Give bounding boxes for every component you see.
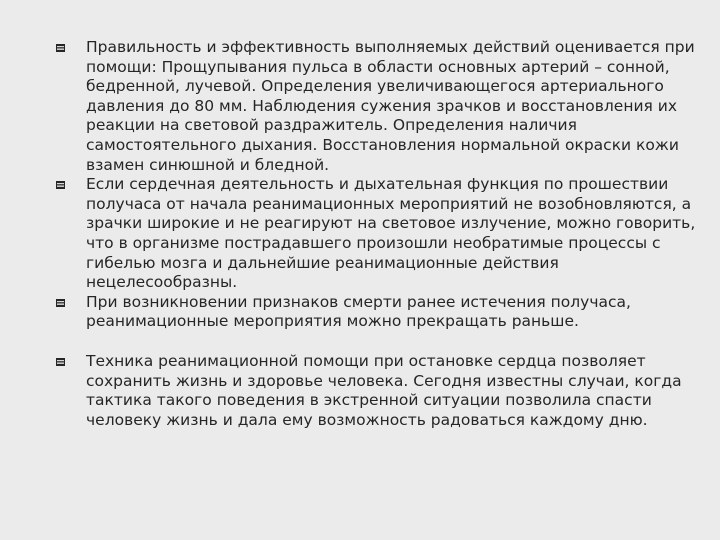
bullet-list	[56, 38, 696, 430]
square-bullet-icon	[56, 44, 65, 52]
square-bullet-icon	[56, 181, 65, 189]
square-bullet-icon	[56, 358, 65, 366]
bullet-text: Техника реанимационной помощи при остановке сердца позволяет сохранить жизнь и здоровье человека. Сегодня известны случаи, когда тактика такого поведения в экстренной ситуации позволила спасти человеку жизнь и дала ему возможность радоваться каждому дню.	[86, 351, 682, 429]
bullet-item	[56, 38, 696, 175]
bullet-text: При возникновении признаков смерти ранее истечения получаса, реанимационные мероприятия можно прекращать раньше.	[86, 292, 631, 331]
bullet-text: Правильность и эффективность выполняемых действий оценивается при помощи: Прощупывания пульса в области основных артерий – сонной, бедренной, лучевой. Определения увеличивающегося артериального давления до 80 мм. Наблюдения сужения зрачков и восстановления их реакции на световой раздражитель. Определения наличия самостоятельного дыхания. Восстановления нормальной окраски кожи взамен синюшной и бледной.	[86, 38, 695, 174]
bullet-text: Если сердечная деятельность и дыхательная функция по прошествии получаса от начала реанимационных мероприятий не возобновляются, а зрачки широкие и не реагируют на световое излучение, можно говорить, что в организме пострадавшего произошли необратимые процессы с гибелью мозга и дальнейшие реанимационные действия нецелесообразны.	[86, 175, 696, 292]
bullet-item	[56, 352, 696, 430]
bullet-item	[56, 293, 696, 332]
bullet-item	[56, 175, 696, 293]
square-bullet-icon	[56, 299, 65, 307]
